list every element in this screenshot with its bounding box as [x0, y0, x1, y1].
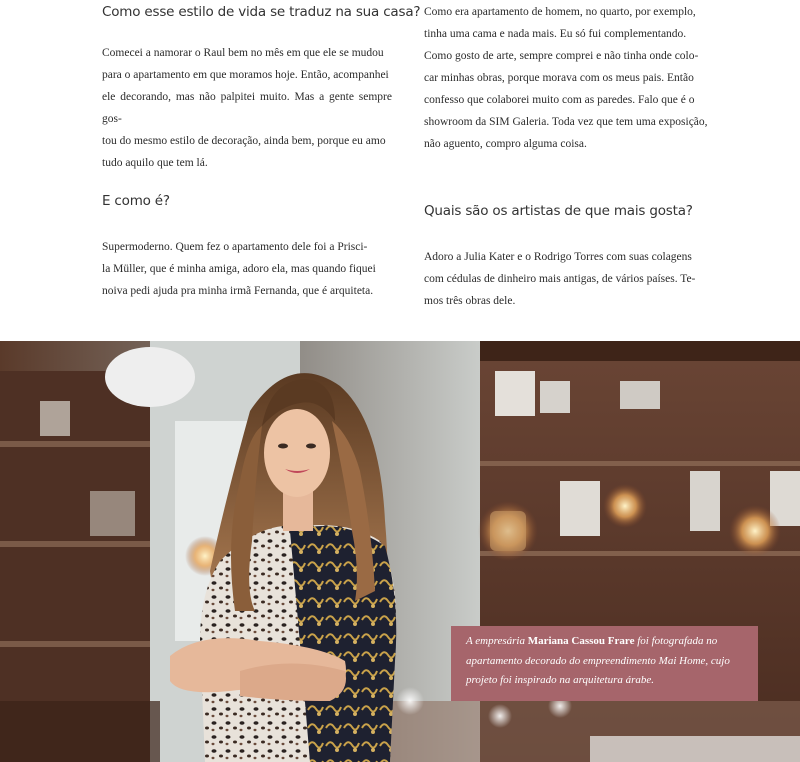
caption-name: Mariana Cassou Frare — [527, 635, 635, 647]
question-heading-lifestyle: Como esse estilo de vida se traduz na sua casa? — [102, 4, 421, 20]
text-line: car minhas obras, porque morava com os meus pais. Então — [424, 72, 694, 84]
text-line: tudo aquilo que tem lá. — [102, 157, 208, 169]
text-line: mos três obras dele. — [424, 295, 516, 307]
text-line: showroom da SIM Galeria. Toda vez que tem uma exposição, — [424, 116, 708, 128]
text-line: para o apartamento em que moramos hoje. Então, acompanhei — [102, 69, 389, 81]
text-line: Supermoderno. Quem fez o apartamento dele foi a Prisci- — [102, 241, 368, 253]
question-heading-how: E como é? — [102, 193, 170, 209]
text-line: la Müller, que é minha amiga, adoro ela, mas quando fiquei — [102, 263, 376, 275]
caption-line2: apartamento decorado do empreendimento Mai Home, cujo — [466, 654, 730, 667]
text-line: Como gosto de arte, sempre comprei e não tinha onde colo- — [424, 50, 699, 62]
answer-paragraph-lifestyle — [102, 42, 392, 174]
caption-line3: projeto foi inspirado na arquitetura árabe. — [466, 674, 655, 686]
text-line: Comecei a namorar o Raul bem no mês em que ele se mudou — [102, 47, 384, 59]
question-heading-artists: Quais são os artistas de que mais gosta? — [424, 203, 693, 219]
text-line: não aguento, compro alguma coisa. — [424, 138, 587, 150]
answer-paragraph-continued — [424, 1, 714, 155]
text-line: tou do mesmo estilo de decoração, ainda bem, porque eu amo — [102, 135, 386, 147]
text-line: Adoro a Julia Kater e o Rodrigo Torres com suas colagens — [424, 251, 692, 263]
text-line: ele decorando, mas não palpitei muito. Mas a gente sempre gos- — [102, 91, 392, 125]
text-line: com cédulas de dinheiro mais antigas, de vários países. Te- — [424, 273, 696, 285]
text-line: tinha uma cama e nada mais. Eu só fui complementando. — [424, 28, 687, 40]
answer-paragraph-artists — [424, 246, 714, 312]
photo-caption — [451, 626, 758, 701]
caption-prefix: A empresária — [466, 635, 525, 647]
answer-paragraph-how — [102, 236, 392, 302]
text-line: noiva pedi ajuda pra minha irmã Fernanda, que é arquiteta. — [102, 285, 374, 297]
caption-line1-rest: foi fotografada no — [637, 635, 718, 647]
text-line: Como era apartamento de homem, no quarto, por exemplo, — [424, 6, 696, 18]
text-line: confesso que colaborei muito com as paredes. Falo que é o — [424, 94, 695, 106]
